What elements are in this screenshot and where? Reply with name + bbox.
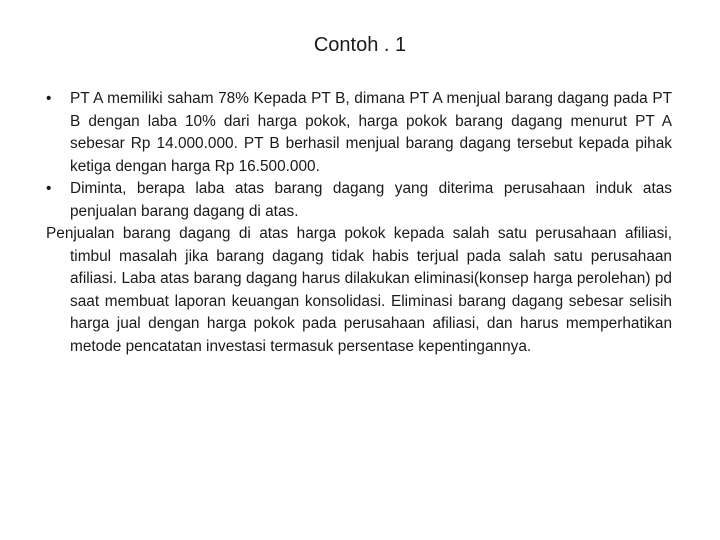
bullet-item (46, 178, 672, 223)
bullet-text: PT A memiliki saham 78% Kepada PT B, dimana PT A menjual barang dagang pada PT B dengan laba 10% dari harga pokok, harga pokok barang dagang menurut PT A sebesar Rp 14.000.000. PT B berhasil menjual barang dagang tersebut kepada pihak ketiga dengan harga Rp 16.500.000. (70, 90, 672, 175)
bullet-marker: • (46, 180, 52, 197)
bullet-marker: • (46, 90, 52, 107)
bullet-item (46, 88, 672, 178)
slide-title: Contoh . 1 (313, 34, 407, 56)
slide-content (46, 88, 672, 358)
explanation-paragraph: Penjualan barang dagang di atas harga pokok kepada salah satu perusahaan afiliasi, timbul masalah jika barang dagang tidak habis terjual pada salah satu perusahaan afiliasi. Laba atas barang dagang harus dilakukan eliminasi(konsep harga perolehan) pd saat membuat laporan keuangan konsolidasi. Eliminasi barang dagang sebesar selisih harga jual dengan harga pokok pada perusahaan afiliasi, dan harus memperhatikan metode pencatatan investasi termasuk persentase kepentingannya. (46, 225, 672, 355)
bullet-text: Diminta, berapa laba atas barang dagang yang diterima perusahaan induk atas penjualan barang dagang di atas. (70, 180, 672, 220)
